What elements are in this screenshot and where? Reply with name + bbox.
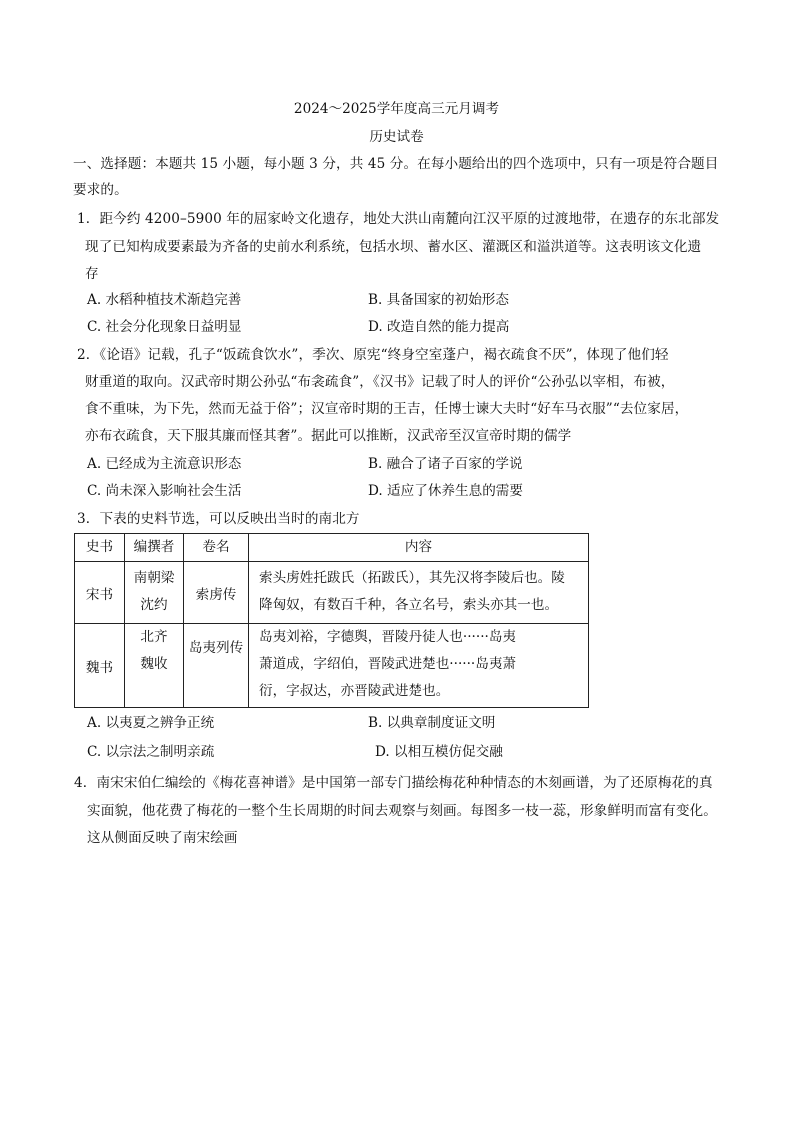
q1-stem-line3: 存 [85, 266, 99, 282]
row1-book-text: 宋书 [85, 586, 114, 603]
row1-author-line1: 南朝梁 [133, 570, 175, 586]
q1-stem-line1: 1．距今约 4200–5900 年的屈家岭文化遗存，地处大洪山南麓向江汉平原的过渡地带，在遗存的东北部发 [77, 211, 720, 227]
row1-chapter [184, 562, 249, 624]
row1-author [125, 562, 184, 624]
row1-content-line2: 降匈奴，有数百千种，各立名号，索头亦其一也。 [259, 597, 559, 613]
header-chapter-label: 卷名 [202, 539, 230, 555]
q1-option-a: A. 水稻种植技术渐趋完善 [87, 292, 242, 308]
header-cell-author [125, 534, 184, 562]
header-book-label: 史书 [85, 539, 114, 555]
header-cell-book [75, 534, 125, 562]
q4-stem-line2: 实面貌，他花费了梅花的一整个生长周期的时间去观察与刻画。每图多一枝一蕊，形象鲜明而富有变化。 [87, 803, 717, 819]
row2-content-line1: 岛夷刘裕，字德舆，晋陵丹徒人也······岛夷 [259, 629, 517, 645]
q3-option-a: A. 以夷夏之辨争正统 [87, 715, 215, 731]
header-cell-content [249, 534, 589, 562]
row1-content [249, 562, 589, 624]
q4-stem-line1: 4．南宋宋伯仁编绘的《梅花喜神谱》是中国第一部专门描绘梅花种种情态的木刻画谱，为了还原梅花的真 [74, 775, 713, 791]
q4-stem-line3: 这从侧面反映了南宋绘画 [87, 830, 238, 846]
header-author-label: 编撰者 [133, 539, 175, 555]
row2-chapter [184, 624, 249, 708]
q2-stem-line1: 2．《论语》记载，孔子“饭疏食饮水”，季次、原宪“终身空室蓬户，褐衣疏食不厌”，体现了他们轻 [77, 347, 669, 363]
row2-book-text: 魏书 [85, 659, 114, 676]
q2-option-b: B. 融合了诸子百家的学说 [368, 456, 523, 472]
row1-content-line1: 索头虏姓托跋氏（拓跋氏），其先汉将李陵后也。陵 [259, 570, 565, 586]
q2-option-a: A. 已经成为主流意识形态 [87, 456, 242, 472]
row1-author-line2: 沈约 [140, 597, 168, 613]
exam-title: 2024～2025学年度高三元月调考 [293, 101, 500, 117]
q3-option-b: B. 以典章制度证文明 [368, 715, 496, 731]
row2-book [75, 624, 125, 708]
exam-subject: 历史试卷 [369, 129, 424, 145]
table-header-row [75, 534, 589, 562]
row2-chapter-text: 岛夷列传 [188, 640, 244, 656]
q1-option-c: C. 社会分化现象日益明显 [87, 319, 242, 335]
q3-option-d: D. 以相互模仿促交融 [375, 744, 503, 760]
table-row [75, 624, 589, 708]
row2-content-line3: 衍，字叔达，亦晋陵武进楚也。 [259, 683, 450, 699]
q2-option-c: C. 尚未深入影响社会生活 [87, 483, 242, 499]
row2-author [125, 624, 184, 708]
row2-author-line2: 魏收 [140, 656, 168, 672]
source-table [74, 533, 589, 708]
q3-stem: 3．下表的史料节选，可以反映出当时的南北方 [77, 511, 360, 527]
section-instruction-line1: 一、选择题：本题共 15 小题，每小题 3 分，共 45 分。在每小题给出的四个选项中，只有一项是符合题目 [73, 156, 719, 172]
header-cell-chapter [184, 534, 249, 562]
q2-option-d: D. 适应了休养生息的需要 [368, 483, 523, 499]
row2-content [249, 624, 589, 708]
q2-stem-line2: 财重道的取向。汉武帝时期公孙弘“布衾疏食”，《汉书》记载了时人的评价“公孙弘以宰相，布被， [85, 374, 675, 390]
q1-option-d: D. 改造自然的能力提高 [368, 319, 510, 335]
table-row [75, 562, 589, 624]
row2-author-line1: 北齐 [140, 629, 168, 645]
section-instruction-line2: 要求的。 [73, 182, 128, 198]
q3-option-c: C. 以宗法之制明亲疏 [87, 744, 215, 760]
row2-content-line2: 萧道成，字绍伯，晋陵武进楚也······岛夷萧 [259, 656, 517, 672]
q2-stem-line4: 亦布衣疏食，天下服其廉而怪其奢”。据此可以推断，汉武帝至汉宣帝时期的儒学 [85, 428, 572, 444]
q1-stem-line2: 现了已知构成要素最为齐备的史前水利系统，包括水坝、蓄水区、灌溉区和溢洪道等。这表明该文化遗 [85, 239, 702, 255]
row1-chapter-text: 索虏传 [195, 586, 237, 603]
q2-stem-line3: 食不重味，为下先，然而无益于俗”；汉宣帝时期的王吉，任博士谏大夫时“好车马衣服”“去位家居， [85, 401, 689, 417]
row1-book [75, 562, 125, 624]
q1-option-b: B. 具备国家的初始形态 [368, 292, 509, 308]
header-content-label: 内容 [404, 539, 433, 555]
